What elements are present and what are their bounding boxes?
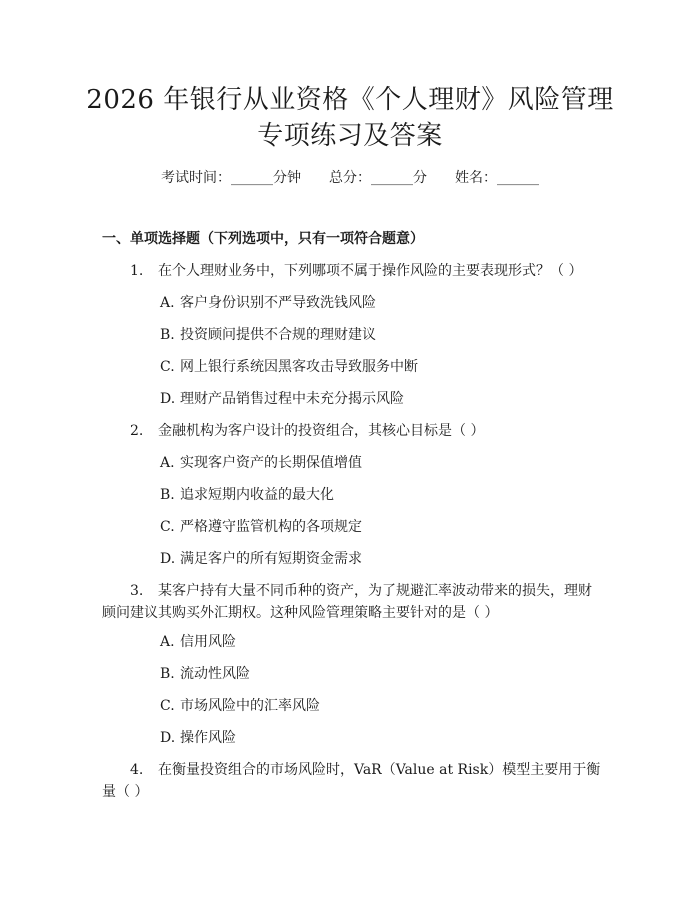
option-letter: C.: [160, 698, 175, 714]
option-letter: B.: [160, 327, 175, 343]
option-letter: D.: [160, 391, 176, 407]
question-4: [102, 759, 602, 803]
question-2: [130, 421, 484, 441]
option-text: 满足客户的所有短期资金需求: [180, 551, 362, 567]
option-letter: D.: [160, 730, 176, 746]
option-text: 严格遵守监管机构的各项规定: [180, 519, 362, 535]
option-letter: B.: [160, 666, 175, 682]
total-score-label: 总分：______分: [329, 170, 427, 186]
option-letter: C.: [160, 519, 175, 535]
name-label: 姓名：______: [455, 170, 539, 186]
question-text: 某客户持有大量不同币种的资产，为了规避汇率波动带来的损失，理财顾问建议其购买外汇期权。这种风险管理策略主要针对的是（ ）: [102, 583, 592, 621]
question-2-option-a: [160, 453, 362, 473]
document-title-line-1: 2026 年银行从业资格《个人理财》风险管理: [86, 85, 614, 115]
question-number: 2.: [130, 423, 144, 439]
option-text: 追求短期内收益的最大化: [180, 487, 334, 503]
option-text: 实现客户资产的长期保值增值: [180, 455, 362, 471]
question-text: 在个人理财业务中，下列哪项不属于操作风险的主要表现形式？（ ）: [158, 263, 583, 279]
question-3-option-c: [160, 696, 320, 716]
question-1-option-d: [160, 389, 404, 409]
question-number: 4.: [130, 762, 144, 778]
option-letter: D.: [160, 551, 176, 567]
question-3: [102, 580, 602, 624]
question-number: 3.: [130, 583, 144, 599]
question-text: 在衡量投资组合的市场风险时，VaR（Value at Risk）模型主要用于衡量（ ）: [102, 762, 601, 800]
question-1: [130, 261, 582, 281]
question-3-option-b: [160, 664, 250, 684]
question-1-option-c: [160, 357, 418, 377]
question-2-option-c: [160, 517, 362, 537]
option-text: 流动性风险: [180, 666, 250, 682]
option-letter: A.: [160, 634, 175, 650]
option-text: 信用风险: [180, 634, 236, 650]
question-text: 金融机构为客户设计的投资组合，其核心目标是（ ）: [158, 423, 485, 439]
option-letter: B.: [160, 487, 175, 503]
question-2-option-b: [160, 485, 334, 505]
question-3-option-a: [160, 632, 236, 652]
option-letter: A.: [160, 455, 175, 471]
option-text: 网上银行系统因黑客攻击导致服务中断: [180, 359, 418, 375]
document-title-line-2: 专项练习及答案: [257, 121, 443, 151]
exam-meta: [0, 168, 700, 188]
option-text: 操作风险: [180, 730, 236, 746]
question-1-option-a: [160, 293, 376, 313]
question-3-option-d: [160, 728, 236, 748]
option-text: 客户身份识别不严导致洗钱风险: [180, 295, 376, 311]
question-number: 1.: [130, 263, 144, 279]
section-title: 一、单项选择题（下列选项中，只有一项符合题意）: [102, 231, 424, 247]
option-letter: A.: [160, 295, 175, 311]
question-2-option-d: [160, 549, 362, 569]
option-letter: C.: [160, 359, 175, 375]
option-text: 理财产品销售过程中未充分揭示风险: [180, 391, 404, 407]
exam-time-label: 考试时间：______分钟: [161, 170, 301, 186]
option-text: 市场风险中的汇率风险: [180, 698, 320, 714]
question-1-option-b: [160, 325, 376, 345]
option-text: 投资顾问提供不合规的理财建议: [180, 327, 376, 343]
